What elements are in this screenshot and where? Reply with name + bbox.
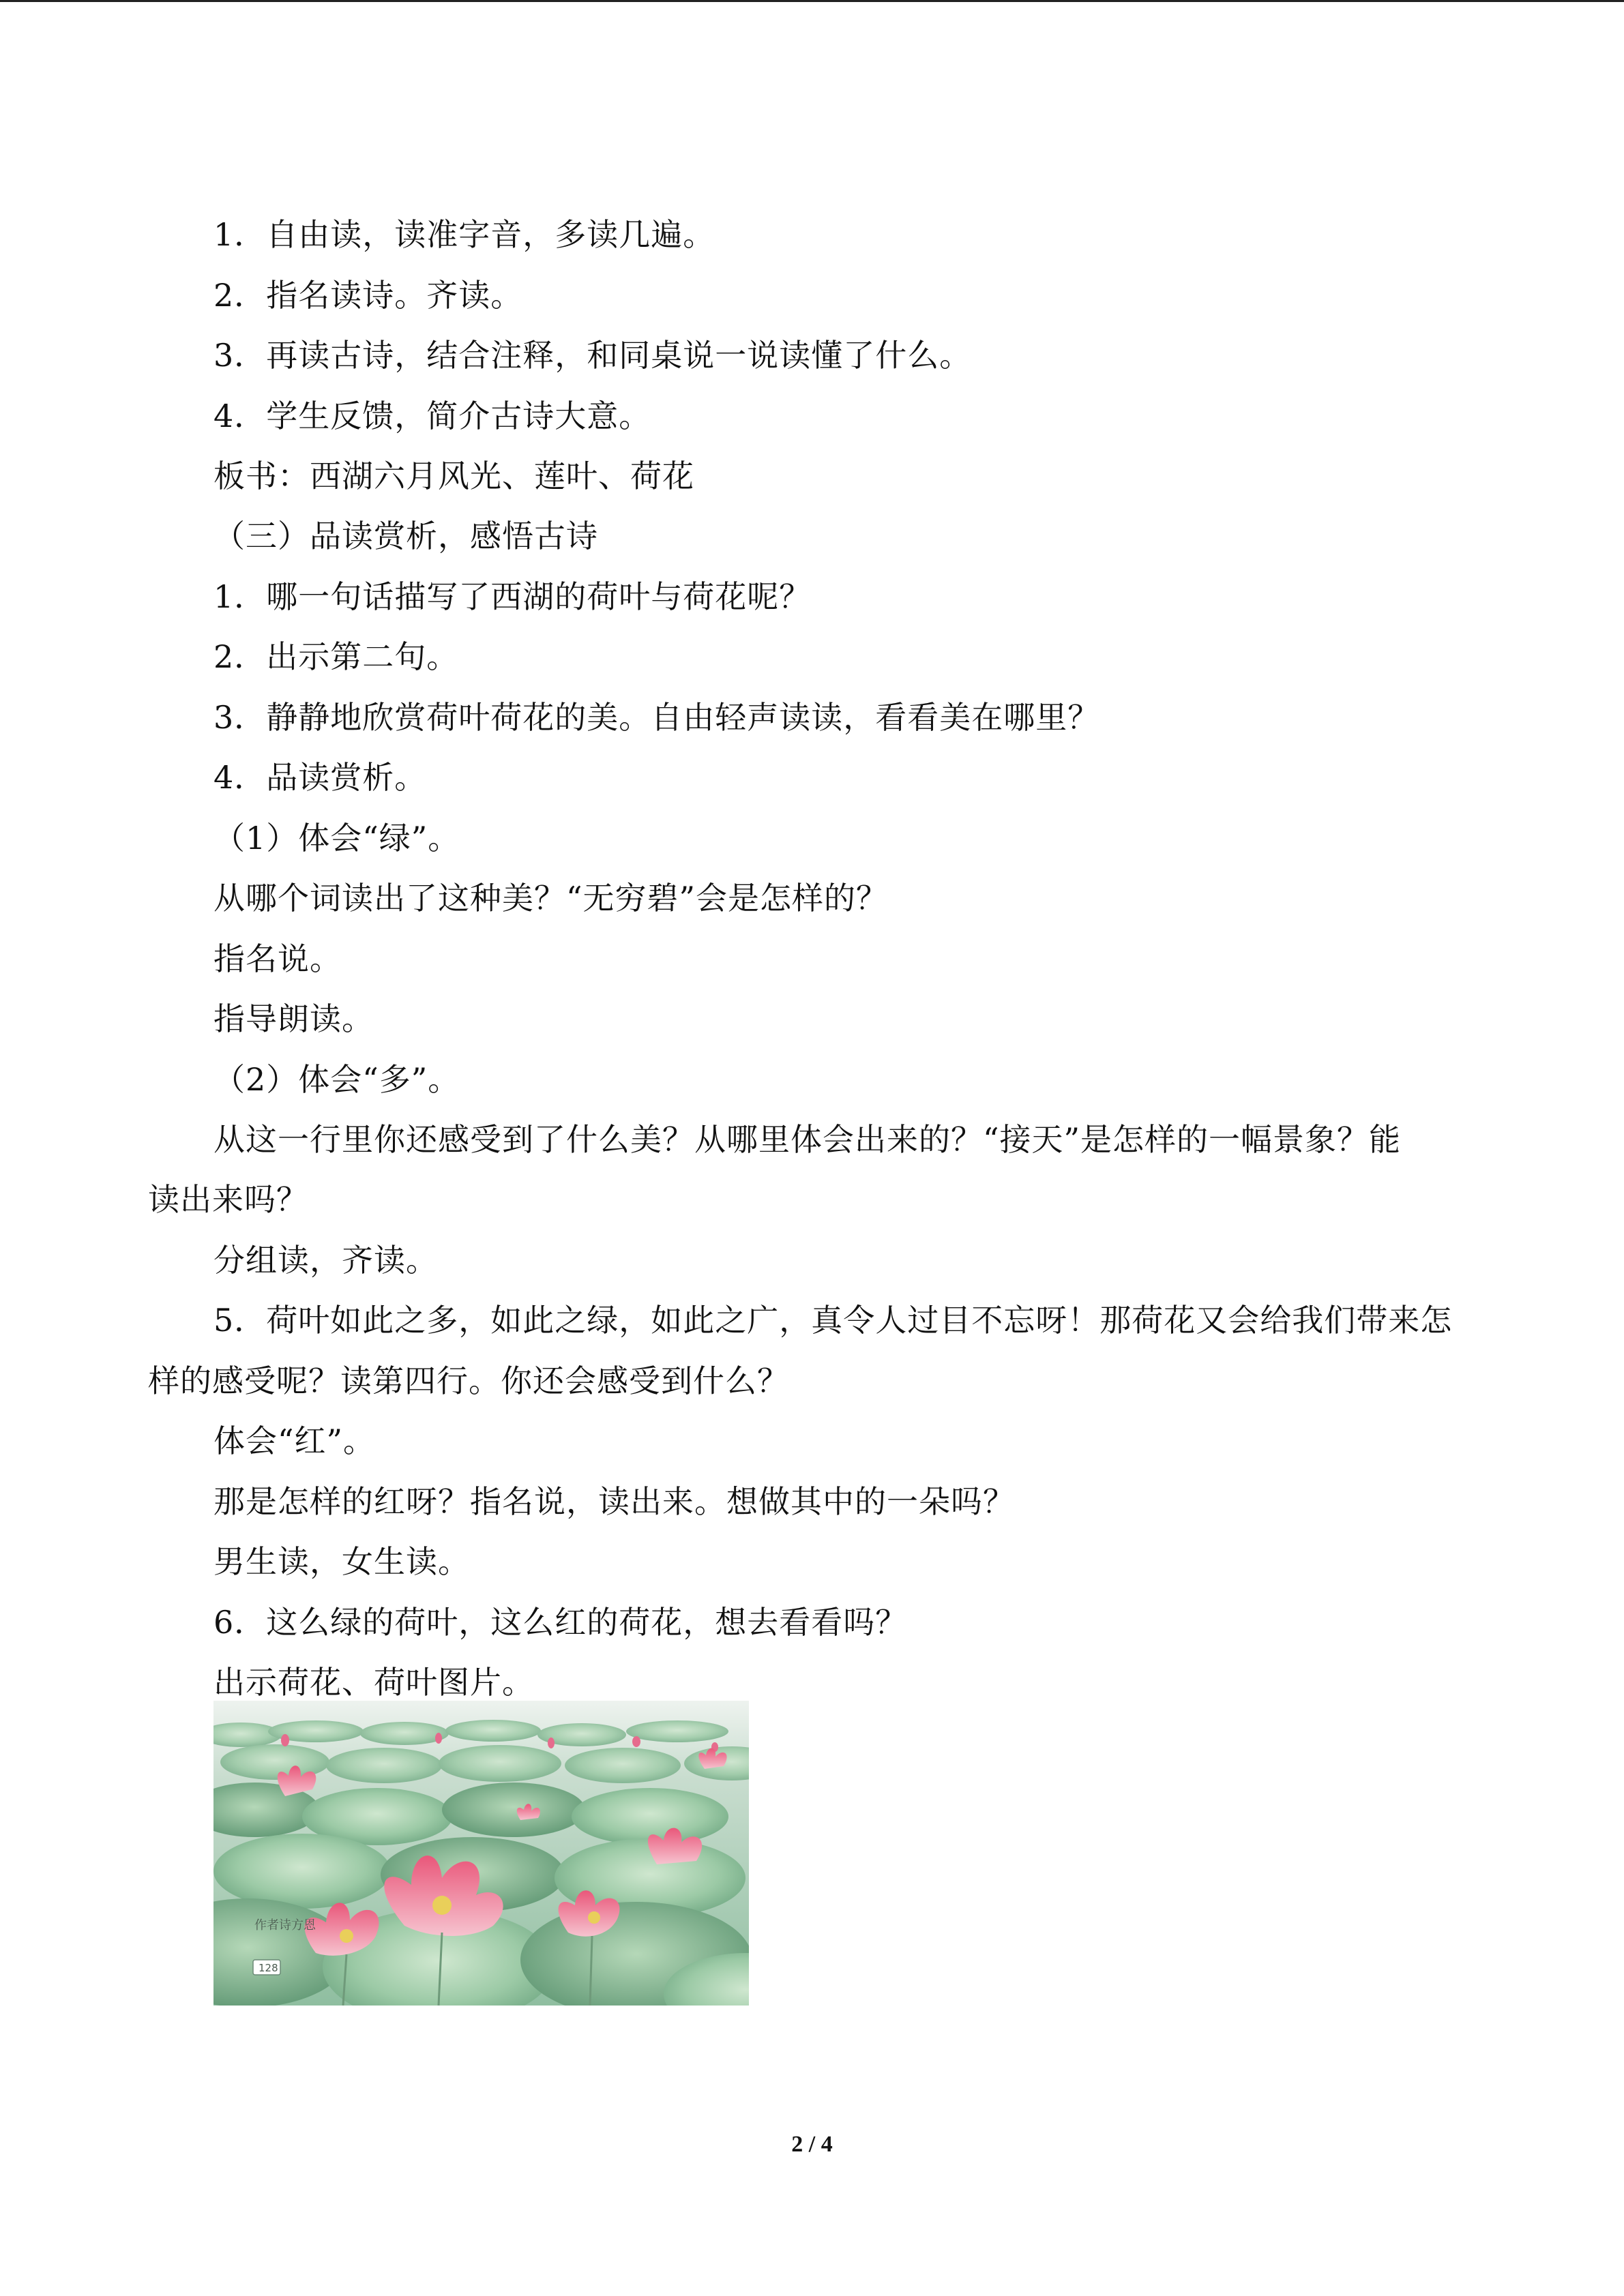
text-line: 板书：西湖六月风光、莲叶、荷花 xyxy=(213,458,694,494)
text-line: 4．学生反馈，简介古诗大意。 xyxy=(213,398,651,434)
text-line: 指导朗读。 xyxy=(213,1000,374,1037)
text-line: 1．哪一句话描写了西湖的荷叶与荷花呢？ xyxy=(213,578,812,615)
text-line: 3．静静地欣赏荷叶荷花的美。自由轻声读读，看看美在哪里？ xyxy=(213,699,1100,736)
text-line: 出示荷花、荷叶图片。 xyxy=(213,1664,534,1701)
lotus-pond-image xyxy=(213,1701,749,2006)
text-line: 体会“红”。 xyxy=(213,1422,376,1459)
text-line: 2．指名读诗。齐读。 xyxy=(213,277,523,314)
text-line: 2．出示第二句。 xyxy=(213,638,459,675)
text-line: 男生读，女生读。 xyxy=(213,1543,470,1580)
image-page-label: 128 xyxy=(259,1962,278,1974)
section-heading: （三）品读赏析，感悟古诗 xyxy=(213,518,598,554)
text-line: 从这一行里你还感受到了什么美？从哪里体会出来的？“接天”是怎样的一幅景象？能 xyxy=(213,1121,1402,1158)
text-line: 读出来吗？ xyxy=(148,1181,308,1218)
text-line: 1．自由读，读准字音，多读几遍。 xyxy=(213,216,715,253)
text-line: 从哪个词读出了这种美？“无穷碧”会是怎样的？ xyxy=(213,880,889,916)
image-caption: 作者诗方恩 xyxy=(254,1918,316,1933)
text-line: 5．荷叶如此之多，如此之绿，如此之广，真令人过目不忘呀！那荷花又会给我们带来怎 xyxy=(213,1302,1453,1339)
page-number: 2 / 4 xyxy=(791,2132,833,2157)
text-line: 6．这么绿的荷叶，这么红的荷花，想去看看吗？ xyxy=(213,1604,908,1641)
text-line: 4．品读赏析。 xyxy=(213,759,427,796)
text-line: 样的感受呢？读第四行。你还会感受到什么？ xyxy=(148,1362,789,1399)
text-line: 那是怎样的红呀？指名说，读出来。想做其中的一朵吗？ xyxy=(213,1483,1015,1520)
text-line: （1）体会“绿”。 xyxy=(213,820,460,856)
text-line: 3．再读古诗，结合注释，和同桌说一说读懂了什么。 xyxy=(213,337,972,374)
text-line: 指名说。 xyxy=(213,940,342,977)
text-line: 分组读，齐读。 xyxy=(213,1242,438,1279)
text-line: （2）体会“多”。 xyxy=(213,1061,460,1098)
top-border xyxy=(0,0,1624,2)
